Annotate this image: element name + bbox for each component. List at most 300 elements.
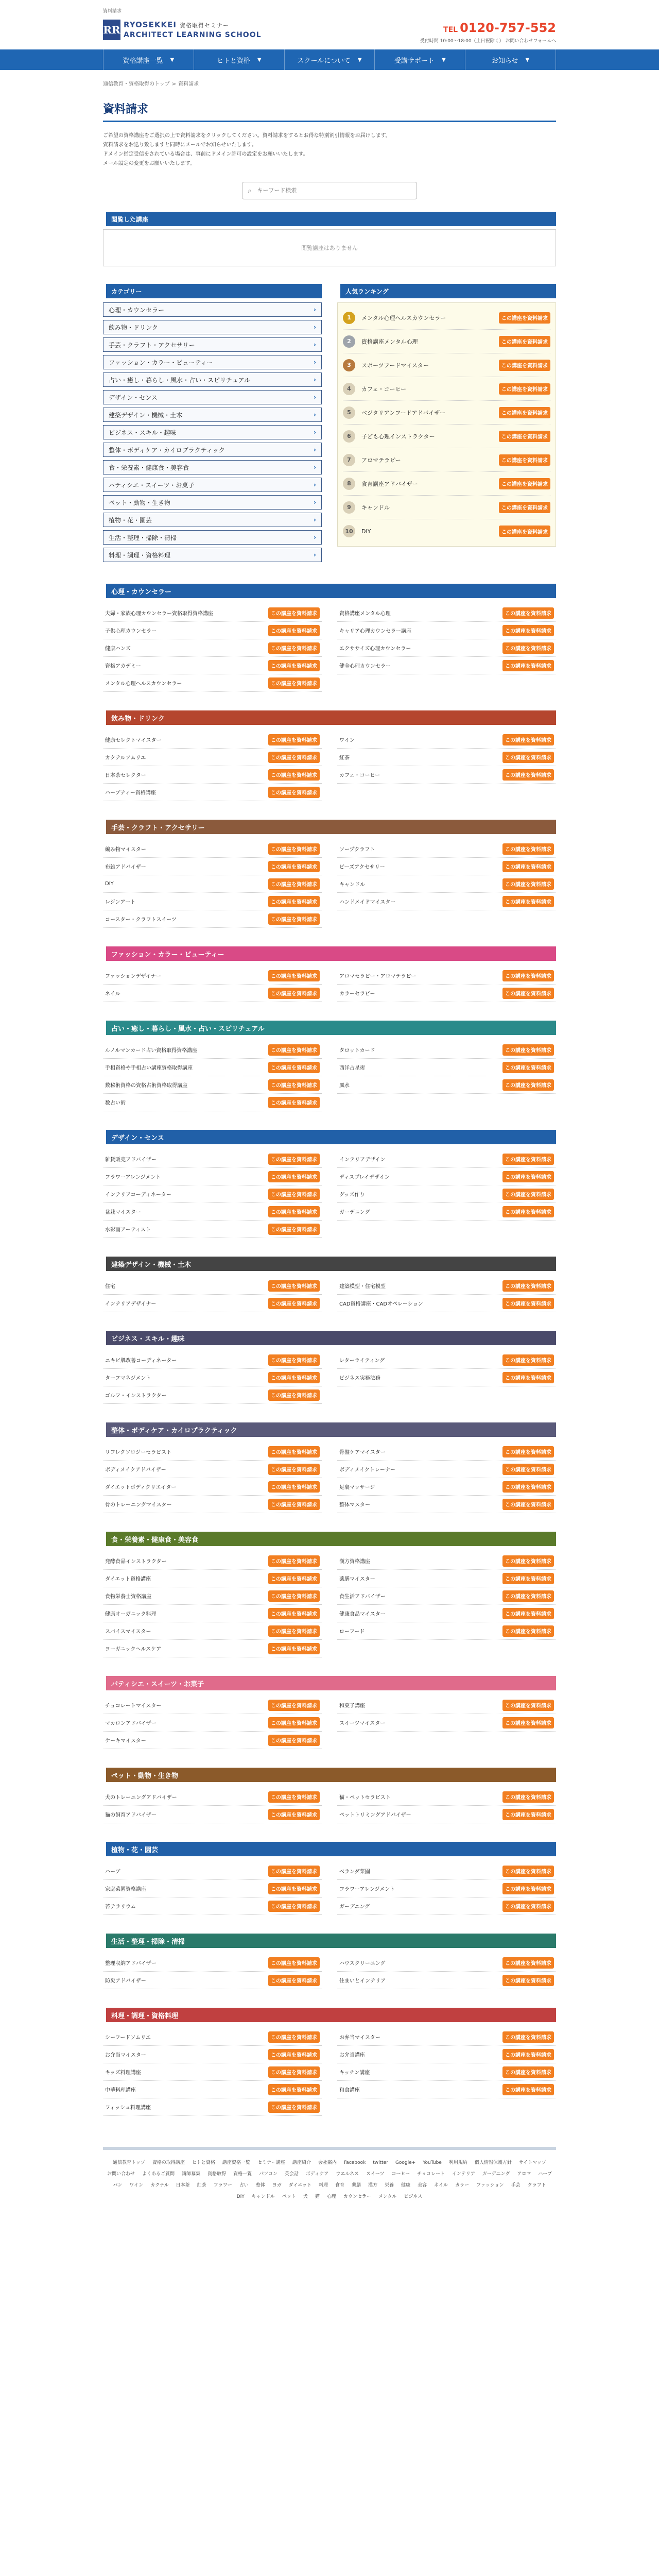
request-button[interactable]: この講座を資料請求 [502, 1481, 554, 1493]
course-name[interactable]: 整体マスター [339, 1502, 370, 1508]
course-name[interactable]: 中華料理講座 [105, 2088, 136, 2093]
category-item[interactable] [103, 372, 322, 387]
course-name[interactable]: ガーデニング [339, 1904, 370, 1910]
course-name[interactable]: ワイン [339, 738, 355, 743]
course-name[interactable]: ボディメイクアドバイザー [105, 1467, 166, 1473]
request-button[interactable]: この講座を資料請求 [268, 1735, 320, 1746]
request-button[interactable]: この講座を資料請求 [268, 878, 320, 890]
footer-link[interactable]: DIY [236, 2194, 245, 2199]
request-button[interactable]: この講座を資料請求 [502, 2031, 554, 2043]
request-button[interactable]: この講座を資料請求 [268, 734, 320, 745]
footer-link[interactable]: 会社案内 [318, 2160, 337, 2165]
footer-link[interactable]: 漢方 [368, 2183, 378, 2188]
category-item[interactable] [103, 408, 322, 422]
footer-link[interactable]: 講師募集 [182, 2172, 201, 2177]
request-button[interactable]: この講座を資料請求 [268, 752, 320, 763]
course-name[interactable]: 猫の飼育アドバイザー [105, 1812, 157, 1818]
course-name[interactable]: 日本茶セレクター [105, 773, 146, 778]
course-name[interactable]: ローフード [339, 1629, 365, 1635]
request-button[interactable]: この講座を資料請求 [502, 1079, 554, 1091]
request-button[interactable]: この講座を資料請求 [268, 2084, 320, 2095]
course-name[interactable]: 犬のトレーニングアドバイザー [105, 1795, 177, 1801]
request-button[interactable]: この講座を資料請求 [502, 1883, 554, 1894]
breadcrumb-link[interactable]: 通信教育・資格取得のトップ [103, 81, 170, 87]
course-name[interactable]: ニキビ肌改善コーディネーター [105, 1358, 177, 1364]
request-button[interactable]: この講座を資料請求 [268, 1957, 320, 1969]
course-name[interactable]: スイーツマイスター [339, 1721, 386, 1726]
course-name[interactable]: 健全心理カウンセラー [339, 664, 391, 669]
footer-link[interactable]: 占い [239, 2183, 249, 2188]
request-button[interactable]: この講座を資料請求 [268, 1154, 320, 1165]
course-name[interactable]: マカロンアドバイザー [105, 1721, 157, 1726]
request-button[interactable]: この講座を資料請求 [502, 1446, 554, 1458]
ranking-course-name[interactable]: DIY [361, 528, 371, 535]
request-button[interactable]: この講座を資料請求 [502, 625, 554, 636]
request-button[interactable]: この講座を資料請求 [502, 1171, 554, 1182]
request-button[interactable]: この講座を資料請求 [502, 843, 554, 855]
footer-link[interactable]: インテリア [452, 2172, 475, 2177]
course-name[interactable]: 薬膳マイスター [339, 1577, 375, 1582]
request-button[interactable]: この講座を資料請求 [502, 1573, 554, 1584]
request-button[interactable]: この講座を資料請求 [268, 2031, 320, 2043]
category-item[interactable] [103, 495, 322, 510]
course-name[interactable]: ファッションデザイナー [105, 974, 161, 979]
course-name[interactable]: 数秘術資格の資格占術資格取得講座 [105, 1083, 187, 1089]
nav-item[interactable] [194, 49, 284, 70]
course-name[interactable]: ルノルマンカード占い資格取得資格講座 [105, 1048, 198, 1054]
request-button[interactable]: この講座を資料請求 [268, 1643, 320, 1654]
footer-link[interactable]: キャンドル [251, 2194, 275, 2199]
request-button[interactable]: この講座を資料請求 [502, 1957, 554, 1969]
course-name[interactable]: DIY [105, 881, 114, 887]
course-name[interactable]: 発酵食品インストラクター [105, 1559, 167, 1565]
request-button[interactable]: この講座を資料請求 [268, 2049, 320, 2060]
course-name[interactable]: レターライティング [339, 1358, 385, 1364]
course-name[interactable]: 漢方資格講座 [339, 1559, 370, 1565]
course-name[interactable]: キッズ料理講座 [105, 2070, 141, 2076]
course-name[interactable]: お弁当マイスター [339, 2035, 380, 2041]
course-name[interactable]: ガーデニング [339, 1210, 370, 1215]
footer-link[interactable]: ボディケア [306, 2172, 329, 2177]
course-name[interactable]: シーフードソムリエ [105, 2035, 151, 2041]
course-name[interactable]: カフェ・コーヒー [339, 773, 380, 778]
request-button[interactable]: この講座を資料請求 [268, 913, 320, 925]
course-name[interactable]: インテリアコーディネーター [105, 1192, 171, 1198]
footer-link[interactable]: ウエルネス [336, 2172, 359, 2177]
footer-link[interactable]: 犬 [303, 2194, 308, 2199]
course-name[interactable]: エクササイズ心理カウンセラー [339, 646, 411, 652]
request-button[interactable]: この講座を資料請求 [268, 1791, 320, 1803]
request-button[interactable]: この講座を資料請求 [268, 1372, 320, 1383]
ranking-course-name[interactable]: 食育講座アドバイザー [361, 480, 418, 487]
course-name[interactable]: 猫・ペットセラピスト [339, 1795, 391, 1801]
request-button[interactable]: この講座を資料請求 [268, 896, 320, 907]
request-button[interactable]: この講座を資料請求 [268, 2066, 320, 2078]
request-button[interactable]: この講座を資料請求 [268, 1280, 320, 1292]
request-button[interactable]: この講座を資料請求 [499, 312, 550, 324]
request-button[interactable]: この講座を資料請求 [268, 677, 320, 689]
search-input[interactable] [257, 188, 401, 194]
footer-link[interactable]: 英会話 [284, 2172, 299, 2177]
course-name[interactable]: 苔テラリウム [105, 1904, 136, 1910]
course-name[interactable]: ダイエットボディクリエイター [105, 1485, 177, 1490]
footer-link[interactable]: 心理 [326, 2194, 336, 2199]
course-name[interactable]: インテリアデザイン [339, 1157, 386, 1163]
request-button[interactable]: この講座を資料請求 [502, 1206, 554, 1217]
course-name[interactable]: 足裏マッサージ [339, 1485, 375, 1490]
request-button[interactable]: この講座を資料請求 [502, 1700, 554, 1711]
request-button[interactable]: この講座を資料請求 [502, 896, 554, 907]
search-icon[interactable]: ⌕ [248, 186, 252, 195]
request-button[interactable]: この講座を資料請求 [502, 1555, 554, 1567]
request-button[interactable]: この講座を資料請求 [502, 1280, 554, 1292]
category-item[interactable] [103, 390, 322, 404]
course-name[interactable]: 骨盤ケアマイスター [339, 1450, 386, 1455]
course-name[interactable]: ペットトリミングアドバイザー [339, 1812, 411, 1818]
request-button[interactable]: この講座を資料請求 [502, 1975, 554, 1986]
request-button[interactable]: この講座を資料請求 [499, 526, 550, 537]
footer-link[interactable]: ダイエット [288, 2183, 312, 2188]
request-button[interactable]: この講座を資料請求 [502, 988, 554, 999]
course-name[interactable]: フィッシュ料理講座 [105, 2105, 151, 2111]
request-button[interactable]: この講座を資料請求 [499, 407, 550, 418]
course-name[interactable]: お弁当マイスター [105, 2053, 146, 2058]
request-button[interactable]: この講座を資料請求 [268, 1062, 320, 1073]
request-button[interactable]: この講座を資料請求 [502, 1354, 554, 1366]
footer-link[interactable]: カウンセラー [343, 2194, 371, 2199]
request-button[interactable]: この講座を資料請求 [268, 1389, 320, 1401]
footer-link[interactable]: 整体 [255, 2183, 265, 2188]
request-button[interactable]: この講座を資料請求 [502, 1062, 554, 1073]
request-button[interactable]: この講座を資料請求 [499, 454, 550, 466]
footer-link[interactable]: 栄養 [385, 2183, 394, 2188]
request-button[interactable]: この講座を資料請求 [502, 1044, 554, 1056]
course-name[interactable]: 資格講座メンタル心理 [339, 611, 391, 617]
footer-link[interactable]: フラワー [213, 2183, 232, 2188]
request-button[interactable]: この講座を資料請求 [502, 1809, 554, 1820]
request-button[interactable]: この講座を資料請求 [499, 336, 550, 347]
category-item[interactable] [103, 425, 322, 439]
footer-link[interactable]: カクテル [150, 2183, 169, 2188]
footer-link[interactable]: サイトマップ [518, 2160, 546, 2165]
course-name[interactable]: 和食講座 [339, 2088, 360, 2093]
request-button[interactable]: この講座を資料請求 [268, 1298, 320, 1309]
course-name[interactable]: アロマセラピー・アロマテラピー [339, 974, 417, 979]
request-button[interactable]: この講座を資料請求 [502, 878, 554, 890]
course-name[interactable]: CAD資格講座・CADオペレーション [339, 1301, 423, 1307]
ranking-course-name[interactable]: メンタル心理ヘルスカウンセラー [361, 314, 446, 321]
footer-link[interactable]: YouTube [423, 2160, 442, 2165]
footer-link[interactable]: Facebook [343, 2160, 366, 2165]
request-button[interactable]: この講座を資料請求 [502, 1866, 554, 1877]
footer-link[interactable]: ビジネス [404, 2194, 423, 2199]
course-name[interactable]: 整理収納アドバイザー [105, 1961, 157, 1967]
request-button[interactable]: この講座を資料請求 [502, 1625, 554, 1637]
footer-link[interactable]: ペット [282, 2194, 296, 2199]
course-name[interactable]: 編み物マイスター [105, 847, 146, 853]
request-button[interactable]: この講座を資料請求 [268, 1975, 320, 1986]
footer-link[interactable]: チョコレート [417, 2172, 445, 2177]
footer-link[interactable]: セミナー講座 [257, 2160, 285, 2165]
request-button[interactable]: この講座を資料請求 [502, 1189, 554, 1200]
course-name[interactable]: 家庭菜園資格講座 [105, 1887, 146, 1892]
course-name[interactable]: ソープクラフト [339, 847, 375, 853]
course-name[interactable]: グッズ作り [339, 1192, 365, 1198]
request-button[interactable]: この講座を資料請求 [268, 1206, 320, 1217]
request-button[interactable]: この講座を資料請求 [502, 970, 554, 981]
course-name[interactable]: 西洋占星術 [339, 1065, 365, 1071]
category-item[interactable] [103, 443, 322, 457]
course-name[interactable]: 手相資格や手相占い講座資格取得講座 [105, 1065, 193, 1071]
request-button[interactable]: この講座を資料請求 [499, 478, 550, 489]
course-name[interactable]: フラワーアレンジメント [105, 1175, 161, 1180]
request-button[interactable]: この講座を資料請求 [502, 1154, 554, 1165]
course-name[interactable]: 数占い術 [105, 1100, 126, 1106]
site-logo[interactable] [103, 20, 262, 40]
course-name[interactable]: 食生活アドバイザー [339, 1594, 386, 1600]
course-name[interactable]: カラーセラピー [339, 991, 375, 997]
course-name[interactable]: お弁当講座 [339, 2053, 365, 2058]
request-button[interactable]: この講座を資料請求 [268, 1573, 320, 1584]
footer-link[interactable]: 通信教育トップ [113, 2160, 145, 2165]
footer-link[interactable]: 手芸 [511, 2183, 521, 2188]
category-item[interactable] [103, 337, 322, 352]
request-button[interactable]: この講座を資料請求 [268, 1608, 320, 1619]
footer-link[interactable]: 健康 [401, 2183, 411, 2188]
footer-link[interactable]: カラー [455, 2183, 469, 2188]
course-name[interactable]: 建築模型・住宅模型 [339, 1284, 386, 1290]
course-name[interactable]: 風水 [339, 1083, 350, 1089]
course-name[interactable]: 住まいとインテリア [339, 1978, 386, 1984]
course-name[interactable]: ハンドメイドマイスター [339, 900, 396, 905]
ranking-course-name[interactable]: ベジタリアンフードアドバイザー [361, 409, 446, 416]
course-name[interactable]: 健康ハンズ [105, 646, 131, 652]
request-button[interactable]: この講座を資料請求 [502, 2084, 554, 2095]
request-button[interactable]: この講座を資料請求 [502, 607, 554, 619]
category-item[interactable] [103, 460, 322, 474]
request-button[interactable]: この講座を資料請求 [502, 2066, 554, 2078]
footer-link[interactable]: スイーツ [366, 2172, 385, 2177]
request-button[interactable]: この講座を資料請求 [268, 1171, 320, 1182]
request-button[interactable]: この講座を資料請求 [268, 1097, 320, 1108]
course-name[interactable]: キャリア心理カウンセラー講座 [339, 629, 411, 634]
footer-link[interactable]: 講座紹介 [292, 2160, 311, 2165]
request-button[interactable]: この講座を資料請求 [268, 1901, 320, 1912]
request-button[interactable]: この講座を資料請求 [502, 861, 554, 872]
request-button[interactable]: この講座を資料請求 [502, 2049, 554, 2060]
footer-link[interactable]: 美容 [418, 2183, 427, 2188]
course-name[interactable]: ハーブティー資格講座 [105, 790, 156, 796]
course-name[interactable]: タロットカード [339, 1048, 375, 1054]
footer-link[interactable]: 料理 [319, 2183, 328, 2188]
footer-link[interactable]: アロマ [517, 2172, 531, 2177]
request-button[interactable]: この講座を資料請求 [502, 1590, 554, 1602]
nav-item[interactable] [284, 49, 375, 70]
course-name[interactable]: 夫婦・家族心理カウンセラー資格取得資格講座 [105, 611, 213, 617]
request-button[interactable]: この講座を資料請求 [268, 607, 320, 619]
request-button[interactable]: この講座を資料請求 [268, 1555, 320, 1567]
request-button[interactable]: この講座を資料請求 [268, 861, 320, 872]
request-button[interactable]: この講座を資料請求 [502, 752, 554, 763]
course-name[interactable]: 健康オーガニック料理 [105, 1612, 157, 1617]
ranking-course-name[interactable]: スポーツフードマイスター [361, 362, 429, 369]
footer-link[interactable]: twitter [373, 2160, 388, 2165]
course-name[interactable]: チョコレートマイスター [105, 1703, 162, 1709]
course-name[interactable]: ビーズアクセサリー [339, 865, 385, 870]
course-name[interactable]: ダイエット資格講座 [105, 1577, 151, 1582]
request-button[interactable]: この講座を資料請求 [268, 1189, 320, 1200]
footer-link[interactable]: パソコン [259, 2172, 278, 2177]
course-name[interactable]: 食物栄養士資格講座 [105, 1594, 151, 1600]
request-button[interactable]: この講座を資料請求 [268, 660, 320, 671]
request-button[interactable]: この講座を資料請求 [268, 1866, 320, 1877]
footer-link[interactable]: Google+ [395, 2160, 416, 2165]
footer-link[interactable]: ワイン [129, 2183, 144, 2188]
course-name[interactable]: ヨーガニックヘルスケア [105, 1647, 162, 1652]
footer-link[interactable]: ヨガ [272, 2183, 282, 2188]
request-button[interactable]: この講座を資料請求 [268, 1625, 320, 1637]
course-name[interactable]: ベランダ菜園 [339, 1869, 370, 1875]
request-button[interactable]: この講座を資料請求 [268, 1499, 320, 1510]
category-item[interactable] [103, 530, 322, 545]
course-name[interactable]: 雑貨販売アドバイザー [105, 1157, 157, 1163]
course-name[interactable]: キッチン講座 [339, 2070, 370, 2076]
request-button[interactable]: この講座を資料請求 [502, 1608, 554, 1619]
request-button[interactable]: この講座を資料請求 [268, 1809, 320, 1820]
footer-link[interactable]: ネイル [434, 2183, 448, 2188]
course-name[interactable]: ネイル [105, 991, 120, 997]
course-name[interactable]: リフレクソロジーセラピスト [105, 1450, 172, 1455]
tel-number[interactable]: 0120-757-552 [460, 21, 556, 35]
footer-link[interactable]: 個人情報保護方針 [474, 2160, 512, 2165]
category-item[interactable] [103, 513, 322, 527]
course-name[interactable]: 防災アドバイザー [105, 1978, 146, 1984]
ranking-course-name[interactable]: アロマテラピー [361, 456, 401, 464]
request-button[interactable]: この講座を資料請求 [502, 1717, 554, 1728]
request-button[interactable]: この講座を資料請求 [268, 625, 320, 636]
request-button[interactable]: この講座を資料請求 [502, 1791, 554, 1803]
footer-link[interactable]: メンタル [378, 2194, 397, 2199]
footer-link[interactable]: クラフト [527, 2183, 546, 2188]
course-name[interactable]: 和菓子講座 [339, 1703, 365, 1709]
footer-link[interactable]: 利用規約 [448, 2160, 467, 2165]
course-name[interactable]: キャンドル [339, 882, 365, 888]
request-button[interactable]: この講座を資料請求 [499, 360, 550, 371]
request-button[interactable]: この講座を資料請求 [268, 970, 320, 981]
request-button[interactable]: この講座を資料請求 [268, 1446, 320, 1458]
nav-item[interactable] [103, 49, 194, 70]
footer-link[interactable]: 資格の取得講座 [152, 2160, 185, 2165]
request-button[interactable]: この講座を資料請求 [268, 769, 320, 781]
course-name[interactable]: 水彩画アーティスト [105, 1227, 151, 1233]
request-button[interactable]: この講座を資料請求 [268, 1464, 320, 1475]
request-button[interactable]: この講座を資料請求 [502, 1901, 554, 1912]
course-name[interactable]: ディスプレイデザイン [339, 1175, 390, 1180]
request-button[interactable]: この講座を資料請求 [268, 787, 320, 798]
request-button[interactable]: この講座を資料請求 [502, 734, 554, 745]
course-name[interactable]: 住宅 [105, 1284, 115, 1290]
course-name[interactable]: ゴルフ・インストラクター [105, 1393, 167, 1399]
category-item[interactable] [103, 320, 322, 334]
request-button[interactable]: この講座を資料請求 [502, 1298, 554, 1309]
footer-link[interactable]: 講座資格一覧 [222, 2160, 250, 2165]
course-name[interactable]: 子供心理カウンセラー [105, 629, 157, 634]
footer-link[interactable]: ガーデニング [482, 2172, 510, 2177]
footer-link[interactable]: ヒトと資格 [192, 2160, 215, 2165]
footer-link[interactable]: お問い合わせ [107, 2172, 135, 2177]
category-item[interactable] [103, 548, 322, 562]
footer-link[interactable]: コーヒー [391, 2172, 410, 2177]
course-name[interactable]: インテリアデザイナー [105, 1301, 157, 1307]
request-button[interactable]: この講座を資料請求 [502, 769, 554, 781]
request-button[interactable]: この講座を資料請求 [499, 383, 550, 395]
request-button[interactable]: この講座を資料請求 [268, 1044, 320, 1056]
request-button[interactable]: この講座を資料請求 [499, 502, 550, 513]
footer-link[interactable]: 日本茶 [176, 2183, 190, 2188]
footer-link[interactable]: 紅茶 [197, 2183, 206, 2188]
request-button[interactable]: この講座を資料請求 [268, 1883, 320, 1894]
footer-link[interactable]: 食育 [335, 2183, 345, 2188]
course-name[interactable]: カクテルソムリエ [105, 755, 146, 761]
nav-item[interactable] [374, 49, 465, 70]
ranking-course-name[interactable]: キャンドル [361, 504, 390, 511]
footer-link[interactable]: よくあるご質問 [142, 2172, 175, 2177]
course-name[interactable]: フラワーアレンジメント [339, 1887, 395, 1892]
request-button[interactable]: この講座を資料請求 [268, 1224, 320, 1235]
course-name[interactable]: 健康セレクトマイスター [105, 738, 162, 743]
category-item[interactable] [103, 302, 322, 317]
footer-link[interactable]: ファッション [476, 2183, 504, 2188]
course-name[interactable]: 健康食品マイスター [339, 1612, 386, 1617]
footer-link[interactable]: 薬膳 [352, 2183, 361, 2188]
course-name[interactable]: ビジネス実務法務 [339, 1376, 380, 1381]
course-name[interactable]: ターフマネジメント [105, 1376, 151, 1381]
course-name[interactable]: ハウスクリーニング [339, 1961, 386, 1967]
course-name[interactable]: 紅茶 [339, 755, 350, 761]
request-button[interactable]: この講座を資料請求 [268, 2102, 320, 2113]
course-name[interactable]: スパイスマイスター [105, 1629, 151, 1635]
ranking-course-name[interactable]: カフェ・コーヒー [361, 385, 407, 393]
course-name[interactable]: ケーキマイスター [105, 1738, 146, 1744]
request-button[interactable]: この講座を資料請求 [268, 1481, 320, 1493]
course-name[interactable]: コースター・クラフトスイーツ [105, 917, 177, 923]
request-button[interactable]: この講座を資料請求 [268, 1700, 320, 1711]
request-button[interactable]: この講座を資料請求 [502, 642, 554, 654]
request-button[interactable]: この講座を資料請求 [268, 642, 320, 654]
category-item[interactable] [103, 355, 322, 369]
course-name[interactable]: 布雑アドバイザー [105, 865, 146, 870]
course-name[interactable]: メンタル心理ヘルスカウンセラー [105, 681, 182, 687]
course-name[interactable]: ハーブ [105, 1869, 120, 1875]
request-button[interactable]: この講座を資料請求 [268, 1717, 320, 1728]
request-button[interactable]: この講座を資料請求 [268, 988, 320, 999]
request-button[interactable]: この講座を資料請求 [499, 431, 550, 442]
footer-link[interactable]: パン [113, 2183, 123, 2188]
ranking-course-name[interactable]: 子ども心理インストラクター [361, 433, 435, 440]
ranking-course-name[interactable]: 資格講座メンタル心理 [361, 338, 418, 345]
request-button[interactable]: この講座を資料請求 [502, 1499, 554, 1510]
request-button[interactable]: この講座を資料請求 [268, 843, 320, 855]
footer-link[interactable]: ハーブ [538, 2172, 552, 2177]
category-item[interactable] [103, 478, 322, 492]
course-name[interactable]: レジンアート [105, 900, 136, 905]
footer-link[interactable]: 資格一覧 [233, 2172, 252, 2177]
request-button[interactable]: この講座を資料請求 [268, 1590, 320, 1602]
request-button[interactable]: この講座を資料請求 [268, 1354, 320, 1366]
course-name[interactable]: 骨のトレーニングマイスター [105, 1502, 172, 1508]
nav-item[interactable] [465, 49, 556, 70]
request-button[interactable]: この講座を資料請求 [502, 1464, 554, 1475]
